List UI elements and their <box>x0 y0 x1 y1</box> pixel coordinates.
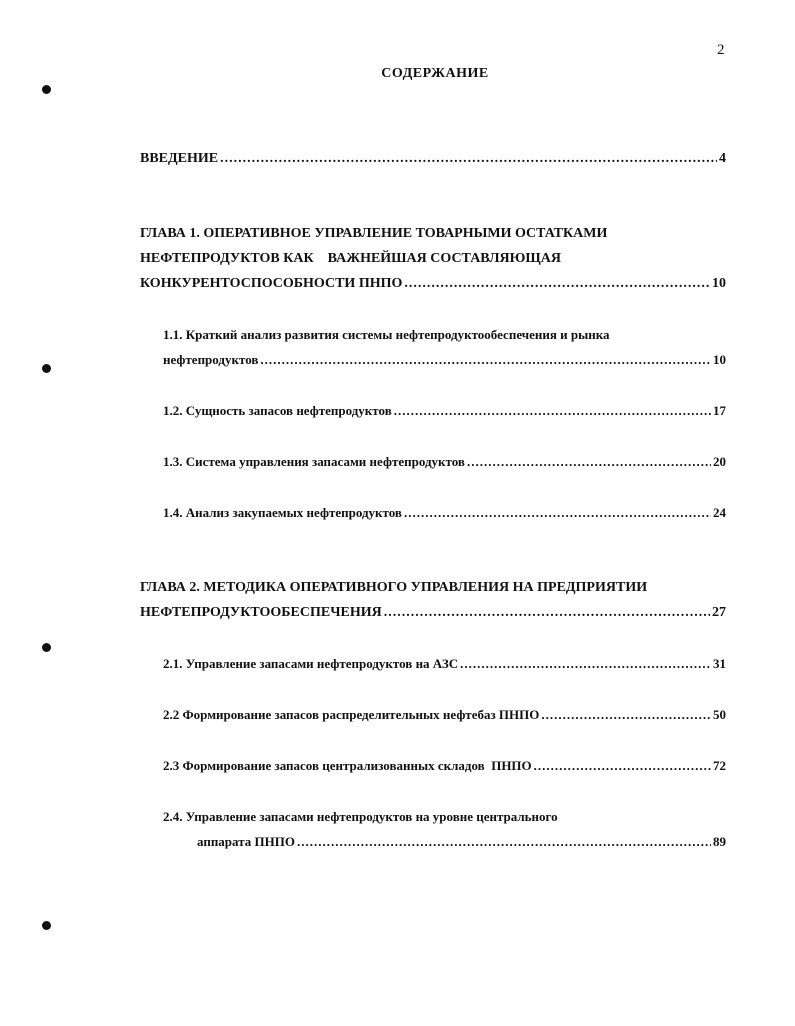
toc-intro[interactable] <box>140 151 726 167</box>
chapter1-title-line3-label: КОНКУРЕНТОСПОСОБНОСТИ ПНПО <box>140 276 403 291</box>
toc-section-1-1-line2: нефтепродуктов <box>163 352 259 367</box>
toc-section-2-4[interactable] <box>197 834 726 850</box>
margin-bullet-3 <box>42 643 51 652</box>
toc-section-1-1-page: 10 <box>713 352 726 367</box>
chapter2-title-line1[interactable]: ГЛАВА 2. МЕТОДИКА ОПЕРАТИВНОГО УПРАВЛЕНИЯ НА ПРЕДПРИЯТИИ <box>140 580 648 595</box>
toc-section-2-1[interactable] <box>163 656 726 672</box>
leader-dots <box>460 656 711 672</box>
toc-section-2-2[interactable] <box>163 707 726 723</box>
page-number: 2 <box>717 42 725 58</box>
chapter1-title-line2[interactable]: НЕФТЕПРОДУКТОВ КАК ВАЖНЕЙШАЯ СОСТАВЛЯЮЩАЯ <box>140 251 562 266</box>
leader-dots <box>297 834 711 850</box>
chapter2-title-line2[interactable] <box>140 605 726 621</box>
toc-section-2-3-label: 2.3 Формирование запасов централизованных складов ПНПО <box>163 758 532 773</box>
chapter1-title-line3[interactable] <box>140 276 726 292</box>
toc-intro-label: ВВЕДЕНИЕ <box>140 151 219 166</box>
leader-dots <box>394 403 711 419</box>
toc-section-2-2-label: 2.2 Формирование запасов распределительных нефтебаз ПНПО <box>163 707 540 722</box>
toc-section-2-1-label: 2.1. Управление запасами нефтепродуктов на АЗС <box>163 656 459 671</box>
leader-dots <box>220 151 717 167</box>
leader-dots <box>384 605 710 621</box>
toc-intro-page: 4 <box>719 151 726 166</box>
margin-bullet-2 <box>42 364 51 373</box>
chapter2-page: 27 <box>712 605 726 620</box>
page-title: СОДЕРЖАНИЕ <box>381 66 489 81</box>
toc-section-2-4-line1[interactable]: 2.4. Управление запасами нефтепродуктов на уровне центрального <box>163 809 558 824</box>
toc-section-2-3-page: 72 <box>713 758 726 773</box>
margin-bullet-4 <box>42 921 51 930</box>
toc-section-1-1[interactable] <box>163 352 726 368</box>
chapter2-title-line2-label: НЕФТЕПРОДУКТООБЕСПЕЧЕНИЯ <box>140 605 382 620</box>
toc-section-2-4-page: 89 <box>713 834 726 849</box>
leader-dots <box>404 276 710 292</box>
toc-section-1-3[interactable] <box>163 454 726 470</box>
toc-section-1-3-label: 1.3. Система управления запасами нефтепродуктов <box>163 454 465 469</box>
margin-bullet-1 <box>42 85 51 94</box>
leader-dots <box>260 352 711 368</box>
toc-section-1-4-page: 24 <box>713 505 726 520</box>
toc-section-1-4[interactable] <box>163 505 726 521</box>
leader-dots <box>467 454 711 470</box>
leader-dots <box>541 707 711 723</box>
leader-dots <box>534 758 711 774</box>
toc-section-2-2-page: 50 <box>713 707 726 722</box>
chapter1-title-line1[interactable]: ГЛАВА 1. ОПЕРАТИВНОЕ УПРАВЛЕНИЕ ТОВАРНЫМИ ОСТАТКАМИ <box>140 226 608 241</box>
toc-section-2-1-page: 31 <box>713 656 726 671</box>
toc-section-1-2-page: 17 <box>713 403 726 418</box>
chapter1-page: 10 <box>712 276 726 291</box>
toc-section-1-4-label: 1.4. Анализ закупаемых нефтепродуктов <box>163 505 402 520</box>
toc-section-1-3-page: 20 <box>713 454 726 469</box>
leader-dots <box>404 505 711 521</box>
toc-section-1-2-label: 1.2. Сущность запасов нефтепродуктов <box>163 403 392 418</box>
toc-section-1-2[interactable] <box>163 403 726 419</box>
toc-section-2-3[interactable] <box>163 758 726 774</box>
toc-section-1-1-line1[interactable]: 1.1. Краткий анализ развития системы нефтепродуктообеспечения и рынка <box>163 327 610 342</box>
toc-section-2-4-line2: аппарата ПНПО <box>197 834 295 849</box>
